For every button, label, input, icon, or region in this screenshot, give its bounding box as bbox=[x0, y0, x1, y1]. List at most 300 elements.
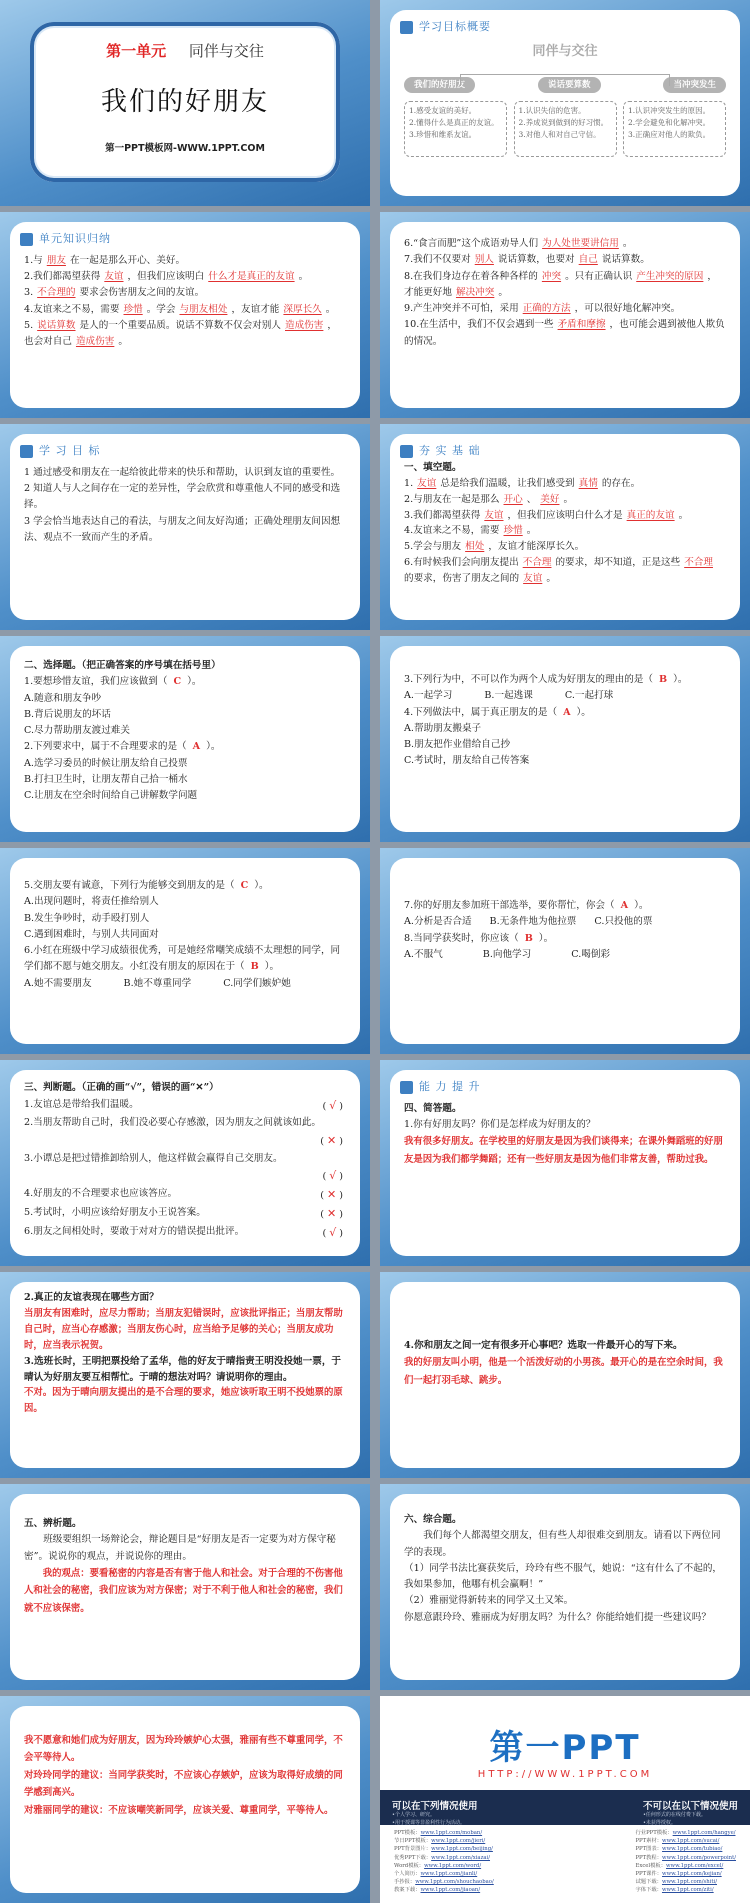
text-fragment: 3. bbox=[24, 287, 34, 299]
text-fragment: ）。 bbox=[673, 674, 688, 685]
text-fragment: 5.交朋友要有诚意，下列行为能够交到朋友的是（ bbox=[24, 880, 235, 891]
text-fragment: 。 bbox=[118, 336, 128, 348]
links-left bbox=[394, 1829, 494, 1899]
box-line: 3.对他人和对自己守信。 bbox=[518, 130, 601, 140]
slide-overview bbox=[380, 0, 750, 206]
usage-heading: 不可以在以下情况使用 bbox=[642, 1801, 738, 1812]
text-fragment: 8.当同学获奖时，你应该（ bbox=[404, 932, 519, 944]
links-right bbox=[635, 1829, 736, 1899]
question-line bbox=[404, 476, 726, 492]
answer-fill: 什么才是真正的友谊 bbox=[208, 270, 295, 282]
text-fragment: 6.“食言而肥”这个成语劝导人们 bbox=[404, 238, 539, 249]
footer-link-label: PPT背景图片： bbox=[394, 1846, 432, 1853]
footer-link-label: PPT模板： bbox=[394, 1830, 421, 1836]
footer-link[interactable]: www.1ppt.com/shouchaobao/ bbox=[415, 1879, 494, 1886]
tf-item: 4.好朋友的不合理要求也应该答应。 (✕) bbox=[24, 1186, 346, 1205]
text-fragment: 。 bbox=[563, 493, 574, 505]
tf-item bbox=[24, 1115, 346, 1132]
question-line: 班级要组织一场辩论会，辩论题目是“好朋友是否一定要为对方保守秘密”。说说你的观点，并说说你的理由。 bbox=[24, 1534, 336, 1562]
footer-link-label: Excel模板： bbox=[635, 1862, 667, 1869]
text-fragment: 要求会伤害朋友之间的友谊。 bbox=[79, 287, 205, 299]
text-fragment: B.一起逃课 bbox=[484, 690, 533, 702]
footer-link-label: PPT图表： bbox=[635, 1846, 663, 1853]
answer-fill: 友谊 bbox=[104, 270, 124, 282]
option: C.尽力帮助朋友渡过难关 bbox=[24, 725, 130, 737]
text-fragment: C.只投他的票 bbox=[594, 916, 653, 928]
option: A.选学习委员的时候让朋友给自己投票 bbox=[24, 757, 188, 769]
text-fragment: 1. bbox=[404, 477, 414, 489]
overview-boxes bbox=[404, 101, 726, 157]
footer-link[interactable]: www.1ppt.com/jiaoan/ bbox=[420, 1887, 481, 1894]
answer-fill: 产生冲突的原因 bbox=[636, 270, 704, 282]
footer-link-row bbox=[635, 1829, 736, 1837]
answer-fill: 为人处世要讲信用 bbox=[542, 238, 619, 249]
footer-link-label: PPT教程： bbox=[635, 1854, 663, 1861]
question-line bbox=[24, 739, 346, 755]
slide-short-answer-3 bbox=[380, 1272, 750, 1478]
overview-tag: 我们的好朋友 bbox=[404, 77, 475, 93]
knowledge-line bbox=[404, 236, 726, 252]
section-title bbox=[400, 18, 726, 37]
section-title-text: 学习目标概要 bbox=[419, 20, 491, 33]
question-heading: 一、填空题。 bbox=[404, 462, 462, 474]
box-line: 2.懂得什么是真正的友谊。 bbox=[409, 118, 499, 128]
knowledge-line bbox=[24, 253, 346, 269]
knowledge-card bbox=[10, 222, 360, 408]
footer-link-label: Word模板： bbox=[394, 1862, 425, 1869]
text-fragment: 3.下列行为中，不可以作为两个人成为好朋友的理由的是（ bbox=[404, 674, 653, 685]
question-line: 3.选班长时，王明把票投给了孟华，他的好友于晴指责王明没投她一票，于晴认为好朋友要互相帮忙。于晴的想法对吗？请说明你的理由。 bbox=[24, 1355, 342, 1383]
slide-discussion bbox=[0, 1484, 370, 1690]
answer-text: 我的观点：要看秘密的内容是否有害于他人和社会。对于合理的不伤害他人和社会的秘密，我们应该为对方保密；对于不利于他人和社会的秘密，我们就不应该保密。 bbox=[24, 1567, 343, 1614]
text-fragment: 4.好朋友的不合理要求也应该答应。 bbox=[24, 1188, 178, 1200]
answer-fill: C bbox=[240, 880, 249, 891]
footer-link[interactable]: www.1ppt.com/sucai/ bbox=[662, 1838, 720, 1845]
question-line: 4.你和朋友之间一定有很多开心事吧？选取一件最开心的写下来。 bbox=[404, 1340, 683, 1351]
text-fragment: 。 bbox=[678, 509, 689, 521]
question-heading: 六、综合题。 bbox=[404, 1514, 462, 1525]
text-fragment: 10.在生活中，我们不仅会遇到一些 bbox=[404, 319, 554, 331]
box-line: 1.认识冲突发生的原因。 bbox=[628, 106, 711, 116]
text-fragment: 4.友谊来之不易，需要 bbox=[24, 303, 120, 315]
answer-fill: 造成伤害 bbox=[285, 319, 324, 331]
usage-forbidden bbox=[643, 1798, 738, 1827]
question-line: （2）雅丽觉得新转来的同学又土又笨。 bbox=[404, 1595, 574, 1607]
question-line: 你愿意跟玲玲、雅丽成为好朋友吗？为什么？你能给她们提一些建议吗？ bbox=[404, 1611, 711, 1623]
text-fragment: 6.有时候我们会向朋友提出 bbox=[404, 557, 519, 569]
text-fragment: ，友谊才能 bbox=[231, 303, 280, 315]
text-fragment: 。 bbox=[546, 572, 556, 584]
footer-link[interactable]: www.1ppt.com/jianli/ bbox=[420, 1871, 478, 1878]
slide-fill-blanks bbox=[380, 424, 750, 630]
option: A.随意和朋友争吵 bbox=[24, 692, 102, 704]
answer-fill: 真情 bbox=[578, 477, 598, 489]
answer-fill: 友谊 bbox=[484, 509, 504, 521]
footer-link[interactable]: www.1ppt.com/hangye/ bbox=[672, 1830, 736, 1836]
overview-box bbox=[514, 101, 617, 157]
text-fragment: 3.小谭总是把过错推卸给别人，他这样做会赢得自己交朋友。 bbox=[24, 1152, 283, 1164]
answer-text: 我的好朋友叫小明，他是一个活泼好动的小男孩。最开心的是在空余时间，我们一起打羽毛球、跳步。 bbox=[404, 1357, 723, 1386]
text-fragment: 8.在我们身边存在着各种各样的 bbox=[404, 270, 538, 282]
footer-link[interactable]: www.1ppt.com/excel/ bbox=[666, 1862, 724, 1869]
text-fragment: A.不服气 bbox=[404, 948, 443, 960]
text-fragment: ，也会对自己 bbox=[24, 319, 337, 348]
footer-link-label: 优秀PPT下载： bbox=[394, 1854, 432, 1861]
answer-fill: 真正的友谊 bbox=[626, 509, 675, 521]
site-label: 第一PPT模板网-WWW.1PPT.COM bbox=[105, 143, 265, 154]
text-fragment: 5.考试时，小明应该给好朋友小王说答案。 bbox=[24, 1207, 206, 1219]
answer-fill: 解决冲突 bbox=[455, 286, 495, 298]
text-fragment: ✕ bbox=[327, 1188, 340, 1202]
option: C.让朋友在空余时间给自己讲解数学问题 bbox=[24, 790, 198, 802]
text-fragment: 2.当朋友帮助自己时，我们没必要心存感激，因为朋友之间就该如此。 bbox=[24, 1117, 321, 1129]
tf-mark-row: (√) bbox=[322, 1169, 346, 1183]
options-row bbox=[404, 688, 726, 704]
text-fragment: 1.友谊总是带给我们温暖。 bbox=[24, 1098, 139, 1110]
answer-fill: B bbox=[659, 674, 668, 685]
usage-columns bbox=[392, 1798, 738, 1827]
footer-link-label: 手抄报： bbox=[394, 1879, 416, 1886]
text-fragment: 4.友谊来之不易，需要 bbox=[404, 525, 500, 537]
footer-link[interactable]: www.1ppt.com/kejian/ bbox=[662, 1871, 722, 1878]
text-fragment: A.她不需要朋友 bbox=[24, 977, 92, 989]
question-line bbox=[404, 705, 726, 721]
text-fragment: C.同学们嫉妒她 bbox=[223, 977, 291, 989]
answer-fill: 正确的方法 bbox=[522, 303, 571, 315]
footer-link[interactable]: www.1ppt.com/powerpoint/ bbox=[662, 1854, 736, 1861]
text-fragment: 。只有正确认识 bbox=[565, 270, 633, 282]
tf-item: 6.朋友之间相处时，要敢于对对方的错误提出批评。 (√) bbox=[24, 1224, 346, 1243]
text-fragment: 4.下列做法中，属于真正朋友的是（ bbox=[404, 706, 558, 718]
slide-comprehensive-answer bbox=[0, 1696, 370, 1903]
text-fragment: ）。 bbox=[206, 741, 221, 753]
slide-credits bbox=[380, 1696, 750, 1903]
answer-fill: 不合理的 bbox=[37, 287, 76, 299]
overview-card bbox=[390, 10, 740, 196]
answer-card bbox=[10, 1706, 360, 1893]
objective-item: 3 学会恰当地表达自己的看法，与朋友之间友好沟通；正确处理朋友间因想法、观点不一致而产生的矛盾。 bbox=[24, 515, 341, 543]
option: B.发生争吵时，动手殴打别人 bbox=[24, 912, 150, 924]
section-title-text: 夯 实 基 础 bbox=[419, 444, 481, 457]
box-line: 2.学会避免和化解冲突。 bbox=[628, 118, 711, 128]
footer-link-label: 行业PPT模板： bbox=[635, 1830, 673, 1836]
text-fragment: ，但我们应该明白什么才是 bbox=[507, 509, 623, 521]
question-line bbox=[404, 523, 726, 539]
question-line bbox=[404, 492, 726, 508]
section-title-text: 能 力 提 升 bbox=[419, 1080, 481, 1093]
text-fragment: ，才能更好地 bbox=[404, 270, 717, 298]
footer-link-label: PPT素材： bbox=[635, 1838, 663, 1845]
footer-link[interactable]: www.1ppt.com/xiazai/ bbox=[431, 1854, 491, 1861]
text-fragment: ，友谊才能深厚长久。 bbox=[488, 541, 585, 553]
question-heading: 二、选择题。（把正确答案的序号填在括号里） bbox=[24, 660, 221, 671]
question-line bbox=[24, 943, 346, 976]
footer-link-label: PPT课件： bbox=[635, 1871, 663, 1878]
box-line: 3.正确应对他人的欺负。 bbox=[628, 130, 711, 140]
answer-fill: 冲突 bbox=[541, 270, 562, 282]
text-fragment: ）。 bbox=[264, 961, 280, 973]
logo-area bbox=[380, 1696, 750, 1790]
footer-link-row bbox=[394, 1829, 494, 1837]
unit-label: 第一单元 bbox=[106, 42, 167, 60]
links-box bbox=[380, 1825, 750, 1903]
answer-fill: 自己 bbox=[578, 254, 598, 266]
text-fragment: C.喝倒彩 bbox=[571, 948, 611, 960]
answer-fill: A bbox=[192, 741, 201, 753]
answer-fill: 说话算数 bbox=[37, 319, 76, 331]
section-icon bbox=[400, 1081, 413, 1094]
options-row bbox=[24, 976, 346, 992]
question-line: 1.你有好朋友吗？你们是怎样成为好朋友的？ bbox=[404, 1118, 596, 1130]
footer-link[interactable]: www.1ppt.com/moban/ bbox=[420, 1830, 483, 1836]
answer-fill: A bbox=[620, 900, 629, 911]
answer-card bbox=[390, 1282, 740, 1468]
text-fragment: 2.与朋友在一起是那么 bbox=[404, 493, 500, 505]
question-line bbox=[404, 555, 726, 587]
site-url[interactable]: HTTP://WWW.1PPT.COM bbox=[477, 1769, 653, 1780]
footer-link-row bbox=[394, 1878, 494, 1886]
choice-card bbox=[390, 646, 740, 832]
question-line: 我们每个人都渴望交朋友，但有些人却很难交到朋友。请看以下两位同学的表现。 bbox=[404, 1530, 721, 1558]
text-fragment: 2.下列要求中，属于不合理要求的是（ bbox=[24, 741, 187, 753]
section-icon bbox=[20, 233, 33, 246]
text-fragment: ✕ bbox=[327, 1207, 340, 1221]
question-line bbox=[404, 508, 726, 524]
tf-item bbox=[24, 1151, 346, 1168]
option: A.出现问题时，将责任推给别人 bbox=[24, 896, 159, 908]
lesson-title: 我们的好朋友 bbox=[100, 87, 269, 117]
answer-fill: 相处 bbox=[465, 541, 485, 553]
text-fragment: ）。 bbox=[538, 932, 554, 944]
footer-link-row bbox=[394, 1870, 494, 1878]
discussion-card bbox=[10, 1494, 360, 1680]
overview-tag: 当冲突发生 bbox=[663, 77, 726, 93]
text-fragment: 6.朋友之间相处时，要敢于对对方的错误提出批评。 bbox=[24, 1226, 245, 1238]
question-line bbox=[404, 672, 726, 688]
question-line bbox=[24, 878, 346, 894]
options-row bbox=[404, 914, 726, 930]
text-fragment: 。 bbox=[526, 525, 537, 537]
objective-item: 1 通过感受和朋友在一起给彼此带来的快乐和帮助，认识到友谊的重要性。 bbox=[24, 466, 341, 478]
answer-card bbox=[390, 1070, 740, 1256]
text-fragment: 1.与 bbox=[24, 254, 43, 266]
footer-link[interactable]: www.1ppt.com/tubiao/ bbox=[662, 1846, 723, 1853]
unit-topic: 同伴与交往 bbox=[188, 42, 264, 60]
text-fragment: ，可以很好地化解冲突。 bbox=[574, 303, 681, 315]
section-title bbox=[20, 442, 346, 461]
footer-link-row bbox=[394, 1845, 494, 1853]
footer-link[interactable]: www.1ppt.com/beijing/ bbox=[431, 1846, 493, 1853]
knowledge-line bbox=[24, 285, 346, 301]
tf-card bbox=[10, 1070, 360, 1256]
footer-link[interactable]: www.1ppt.com/shiti/ bbox=[661, 1879, 717, 1886]
text-fragment: 。 bbox=[298, 270, 309, 282]
text-fragment: ）。 bbox=[576, 706, 591, 718]
footer-link-row bbox=[635, 1878, 736, 1886]
section-title bbox=[400, 442, 726, 460]
slide-comprehensive bbox=[380, 1484, 750, 1690]
title-card bbox=[30, 22, 340, 182]
answer-fill: 开心 bbox=[503, 493, 523, 505]
footer-link-label: 试题下载： bbox=[635, 1879, 662, 1886]
section-icon bbox=[400, 445, 413, 458]
slide-choice-1 bbox=[0, 636, 370, 842]
footer-link-row bbox=[635, 1886, 736, 1894]
overview-connector bbox=[460, 74, 670, 86]
knowledge-line bbox=[24, 318, 346, 351]
text-fragment: 。 bbox=[622, 238, 633, 249]
text-fragment: 。 bbox=[498, 286, 508, 298]
question-heading: 四、简答题。 bbox=[404, 1102, 462, 1114]
fill-card bbox=[390, 434, 740, 620]
objective-item: 2 知道人与人之间存在一定的差异性，学会欣赏和尊重他人不同的感受和选择。 bbox=[24, 482, 341, 511]
footer-link-row bbox=[635, 1870, 736, 1878]
footer-link-row bbox=[394, 1886, 494, 1894]
usage-note: •未获得授权。 bbox=[642, 1819, 676, 1826]
text-fragment: ✕ bbox=[327, 1133, 340, 1147]
text-fragment: 。学会 bbox=[146, 303, 176, 315]
box-line: 2.养成说到做到的好习惯。 bbox=[518, 118, 609, 128]
answer-fill: 深厚长久 bbox=[283, 303, 322, 315]
footer-link[interactable]: www.1ppt.com/jieri/ bbox=[431, 1838, 486, 1845]
footer-link-row bbox=[635, 1837, 736, 1845]
text-fragment: B.无条件地为他拉票 bbox=[489, 916, 577, 928]
text-fragment: ）。 bbox=[254, 880, 269, 891]
footer-link-row bbox=[394, 1862, 494, 1870]
question-heading: 五、辨析题。 bbox=[24, 1518, 82, 1529]
knowledge-line bbox=[24, 269, 346, 285]
choice-card bbox=[390, 858, 740, 1044]
text-fragment: A.一起学习 bbox=[404, 690, 453, 702]
section-icon bbox=[20, 445, 33, 458]
slide-knowledge-1 bbox=[0, 212, 370, 418]
footer-link[interactable]: www.1ppt.com/ziti/ bbox=[661, 1887, 714, 1894]
option: B.朋友把作业借给自己抄 bbox=[404, 739, 511, 751]
section-title bbox=[20, 230, 346, 249]
text-fragment: 说话算数，也要对 bbox=[497, 254, 575, 266]
slide-choice-4 bbox=[380, 848, 750, 1054]
tf-item: 5.考试时，小明应该给好朋友小王说答案。 (✕) bbox=[24, 1205, 346, 1224]
text-fragment: 在一起是那么开心、美好。 bbox=[69, 254, 186, 266]
overview-box bbox=[623, 101, 726, 157]
footer-link-row bbox=[394, 1854, 494, 1862]
slide-true-false bbox=[0, 1060, 370, 1266]
knowledge-line bbox=[404, 252, 726, 268]
options-row bbox=[404, 947, 726, 963]
footer-link-row bbox=[635, 1862, 736, 1870]
question-line: 2.真正的友谊表现在哪些方面？ bbox=[24, 1292, 159, 1303]
text-fragment: √ bbox=[329, 1169, 340, 1183]
overview-box bbox=[404, 101, 507, 157]
knowledge-line bbox=[24, 302, 346, 318]
answer-fill: 朋友 bbox=[46, 254, 66, 266]
slide-short-answer-1 bbox=[380, 1060, 750, 1266]
usage-note: •任何形式的在线付费下载。 bbox=[642, 1812, 706, 1818]
objectives-card bbox=[10, 434, 360, 620]
option: C.遇到困难时，与别人共同面对 bbox=[24, 928, 159, 940]
text-fragment: 5. bbox=[24, 319, 34, 331]
usage-allowed bbox=[392, 1798, 478, 1827]
slide-choice-2 bbox=[380, 636, 750, 842]
footer-link-label: 字体下载： bbox=[635, 1887, 662, 1894]
slide-objectives bbox=[0, 424, 370, 630]
tf-item: 1.友谊总是带给我们温暖。 (√) bbox=[24, 1097, 346, 1116]
text-fragment: 的存在。 bbox=[601, 477, 641, 489]
question-line bbox=[404, 931, 726, 947]
answer-fill: 美好 bbox=[540, 493, 560, 505]
slide-choice-3 bbox=[0, 848, 370, 1054]
box-line: 1.认识失信的危害。 bbox=[518, 106, 586, 116]
text-fragment: ，但我们应该明白 bbox=[127, 270, 205, 282]
text-fragment: C.一起打球 bbox=[564, 690, 614, 702]
answer-fill: 造成伤害 bbox=[75, 336, 115, 348]
usage-note: •用于授课等非盈利性行为活动。 bbox=[392, 1819, 465, 1826]
footer-link-row bbox=[635, 1854, 736, 1862]
text-fragment: 2.我们都渴望获得 bbox=[24, 270, 101, 282]
footer-link-row bbox=[635, 1845, 736, 1853]
footer-link[interactable]: www.1ppt.com/word/ bbox=[424, 1862, 482, 1869]
footer-link-label: 个人简历： bbox=[394, 1871, 421, 1878]
text-fragment: ）。 bbox=[634, 900, 649, 911]
question-line bbox=[24, 674, 346, 690]
tf-mark-row: (✕) bbox=[320, 1133, 346, 1147]
text-fragment: 9.产生冲突并不可怕，采用 bbox=[404, 303, 519, 315]
question-line bbox=[404, 539, 726, 555]
usage-heading: 可以在下列情况使用 bbox=[392, 1801, 478, 1812]
footer-link-label: 节日PPT模板： bbox=[394, 1838, 432, 1845]
box-line: 1.感受友谊的美好。 bbox=[409, 106, 477, 116]
answer-fill: 珍惜 bbox=[503, 525, 523, 537]
question-line bbox=[404, 898, 726, 914]
text-fragment: 总是给我们温暖，让我们感受到 bbox=[440, 477, 575, 489]
answer-text: 我有很多好朋友。在学校里的好朋友是因为我们谈得来；在课外舞蹈班的好朋友是因为我们都学舞蹈；还有一些好朋友是因为他们非常友善，帮助过我。 bbox=[404, 1136, 723, 1165]
overview-tag: 说话要算数 bbox=[538, 77, 601, 93]
text-fragment: B.向他学习 bbox=[482, 948, 532, 960]
unit-line bbox=[30, 40, 340, 61]
slide-title bbox=[0, 0, 370, 206]
slide-knowledge-2 bbox=[380, 212, 750, 418]
answer-fill: 不合理 bbox=[522, 557, 552, 569]
text-fragment: ）。 bbox=[187, 676, 202, 688]
section-title-text: 学 习 目 标 bbox=[39, 444, 101, 457]
text-fragment: B.她不尊重同学 bbox=[123, 977, 192, 989]
answer-fill: 珍惜 bbox=[123, 303, 143, 315]
site-logo: 第一PPT bbox=[489, 1728, 641, 1768]
question-line: （1）同学书法比赛获奖后，玲玲有些不服气，她说：“这有什么了不起的，我如果参加，他哪有机会赢啊！” bbox=[404, 1562, 723, 1591]
footer-link-row bbox=[394, 1837, 494, 1845]
text-fragment: 6.小红在班级中学习成绩很优秀，可是她经常嘲笑成绩不太理想的同学，同学们都不愿与她交朋友。小红没有朋友的原因在于（ bbox=[24, 945, 341, 973]
answer-fill: C bbox=[173, 676, 182, 688]
answer-fill: B bbox=[250, 961, 259, 973]
answer-fill: 别人 bbox=[474, 254, 494, 266]
section-title-text: 单元知识归纳 bbox=[39, 232, 111, 245]
text-fragment: √ bbox=[329, 1226, 340, 1240]
section-icon bbox=[400, 21, 413, 34]
knowledge-card bbox=[390, 222, 740, 408]
text-fragment: 1.要想珍惜友谊，我们应该做到（ bbox=[24, 676, 168, 688]
answer-fill: 与朋友相处 bbox=[179, 303, 228, 315]
answer-text: 对玲玲同学的建议：当同学获奖时，不应该心存嫉妒，应该为取得好成绩的同学感到高兴。 bbox=[24, 1769, 343, 1799]
footer-link-label: 教案下载： bbox=[394, 1887, 421, 1894]
answer-fill: 友谊 bbox=[417, 477, 437, 489]
text-fragment: 7.我们不仅要对 bbox=[404, 254, 471, 266]
answer-fill: A bbox=[563, 706, 571, 718]
text-fragment: 的要求，伤害了朋友之间的 bbox=[404, 572, 520, 584]
option: C.考试时，朋友给自己传答案 bbox=[404, 755, 530, 767]
knowledge-line bbox=[404, 301, 726, 317]
text-fragment: 说话算数。 bbox=[601, 254, 650, 266]
option: B.背后说朋友的坏话 bbox=[24, 708, 111, 720]
